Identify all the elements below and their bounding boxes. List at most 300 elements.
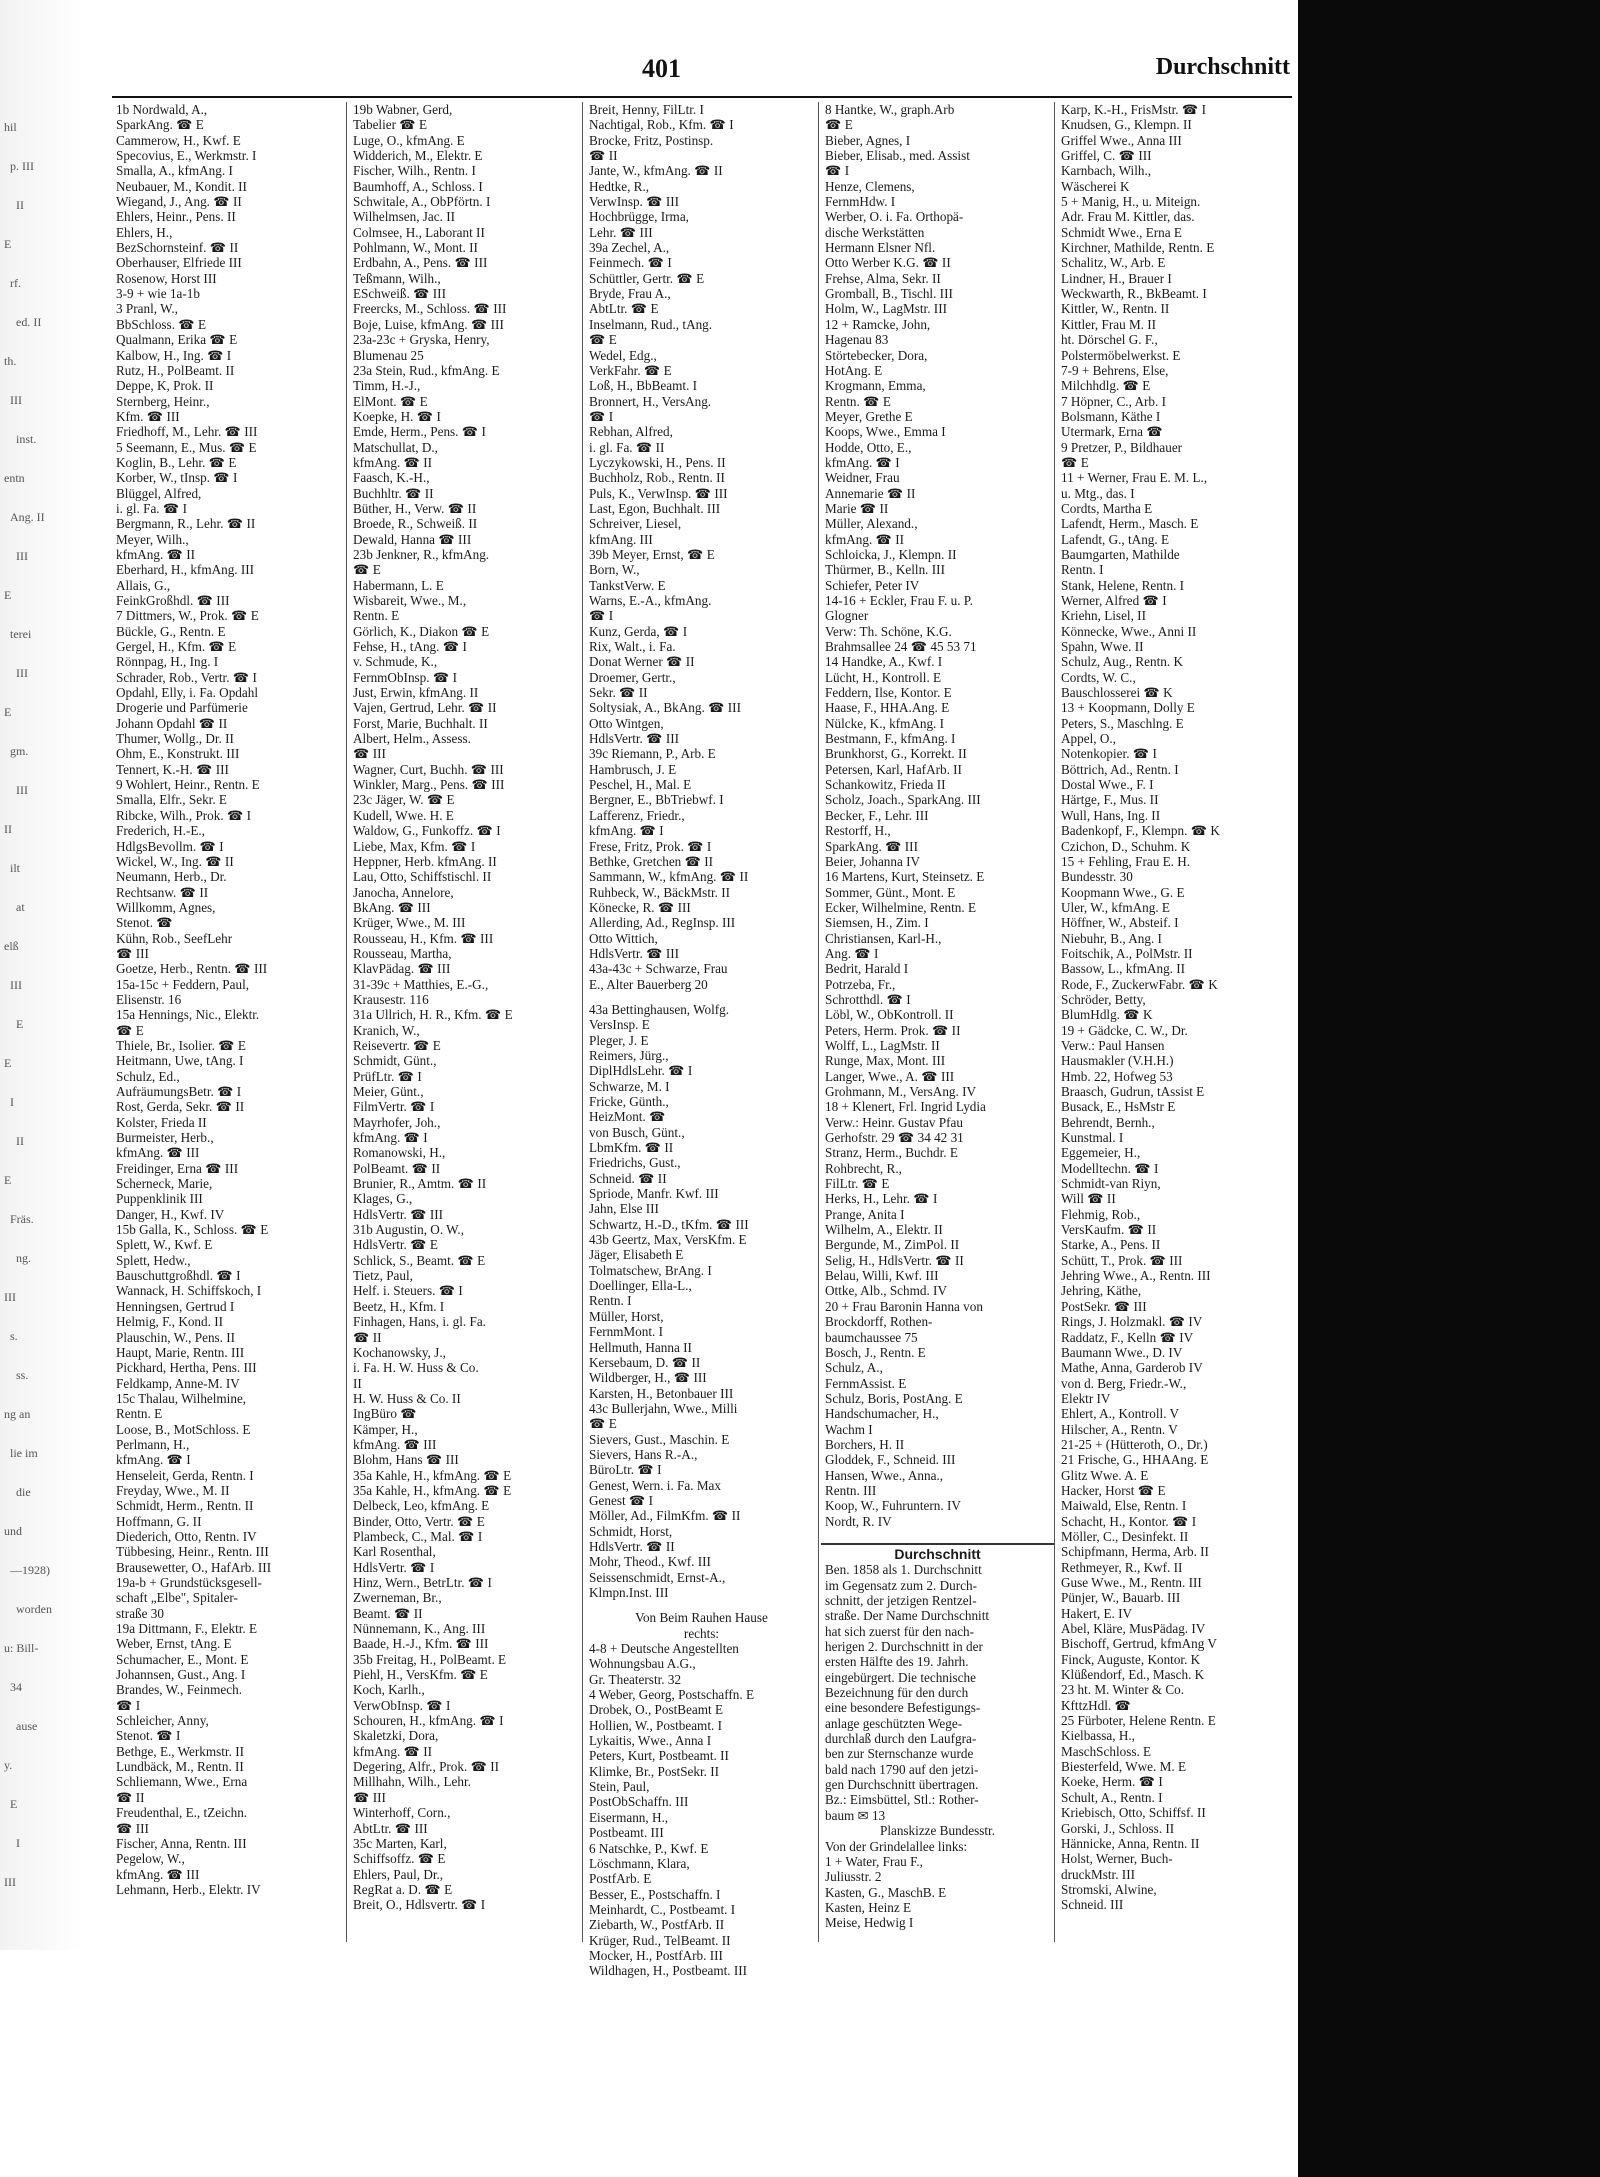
directory-line: Koop, W., Fuhruntern. IV: [825, 1498, 961, 1514]
directory-line: 15a-15c + Feddern, Paul,: [116, 976, 250, 992]
directory-line: Kirchner, Mathilde, Rentn. E: [1061, 240, 1215, 256]
directory-line: Born, W.,: [589, 562, 640, 578]
directory-line: Gloddek, F., Schneid. III: [825, 1452, 956, 1468]
directory-line: Schipfmann, Herma, Arb. II: [1061, 1544, 1209, 1560]
directory-line: Krüger, Rud., TelBeamt. II: [589, 1932, 731, 1948]
directory-line: Pünjer, W., Bauarb. III: [1061, 1590, 1181, 1606]
directory-line: ben zur Sternschanze wurde: [825, 1746, 974, 1762]
directory-line: ☎ E: [589, 1416, 617, 1432]
directory-line: Badenkopf, F., Klempn. ☎ K: [1061, 823, 1220, 839]
directory-line: 9 Pretzer, P., Bildhauer: [1061, 439, 1183, 455]
directory-line: Baumann Wwe., D. IV: [1061, 1344, 1183, 1360]
directory-line: Langer, Wwe., A. ☎ III: [825, 1068, 955, 1084]
directory-line: Rethmeyer, R., Kwf. II: [1061, 1559, 1183, 1575]
directory-line: Krausestr. 116: [353, 991, 429, 1007]
directory-line: Hochbrügge, Irma,: [589, 209, 689, 225]
column-spacer: [585, 992, 818, 1002]
directory-line: Schankowitz, Frieda II: [825, 777, 946, 793]
directory-line: Fricke, Günth.,: [589, 1094, 669, 1109]
directory-line: Schouren, H., kfmAng. ☎ I: [353, 1713, 504, 1729]
directory-line: Restorff, H.,: [825, 823, 891, 839]
directory-line: Eggemeier, H.,: [1061, 1145, 1141, 1161]
directory-line: Smalla, Elfr., Sekr. E: [116, 792, 227, 808]
previous-page-fragment: II: [16, 1134, 24, 1148]
directory-line: Brocke, Fritz, Postinsp.: [589, 132, 714, 148]
directory-line: Friedrichs, Gust.,: [589, 1155, 681, 1171]
directory-line: IngBüro ☎: [353, 1406, 417, 1422]
directory-line: Schreiver, Liesel,: [589, 516, 682, 532]
directory-line: HdlsVertr. ☎ I: [353, 1559, 435, 1575]
previous-page-fragment: at: [16, 900, 25, 914]
directory-line: Glitz Wwe. A. E: [1061, 1467, 1149, 1483]
directory-line: Wull, Hans, Ing. II: [1061, 807, 1161, 823]
previous-page-fragment: III: [4, 1875, 16, 1889]
directory-line: PostfArb. E: [589, 1871, 652, 1887]
directory-line: Spahn, Wwe. II: [1061, 639, 1144, 655]
directory-line: 11 + Werner, Frau E. M. L.,: [1061, 470, 1208, 486]
directory-line: 4-8 + Deutsche Angestellten: [589, 1641, 739, 1657]
directory-line: Plambeck, C., Mal. ☎ I: [353, 1528, 483, 1544]
directory-line: FernmHdw. I: [825, 194, 896, 210]
directory-line: Broede, R., Schweiß. II: [353, 516, 478, 532]
directory-line: Nülcke, K., kfmAng. I: [825, 715, 945, 731]
directory-line: Schneid. ☎ II: [589, 1170, 667, 1186]
directory-line: Delbeck, Leo, kfmAng. E: [353, 1498, 490, 1514]
directory-line: von Busch, Günt.,: [589, 1124, 685, 1140]
directory-line: kfmAng. ☎ III: [116, 1866, 200, 1882]
previous-page-fragment: E: [4, 237, 12, 251]
directory-line: Wildberger, H., ☎ III: [589, 1370, 707, 1386]
directory-line: rechts:: [683, 1625, 720, 1641]
directory-line: Cammerow, H., Kwf. E: [116, 132, 241, 148]
directory-line: PostObSchaffn. III: [589, 1794, 689, 1810]
directory-line: Busack, E., HsMstr E: [1061, 1099, 1176, 1115]
directory-line: Sievers, Gust., Maschin. E: [589, 1431, 730, 1447]
directory-line: Hakert, E. IV: [1061, 1605, 1133, 1621]
directory-line: Cordts, W. C.,: [1061, 669, 1136, 685]
directory-line: Verw.: Paul Hansen: [1061, 1037, 1165, 1053]
directory-line: Brockdorff, Rothen-: [825, 1314, 933, 1330]
directory-line: Hilscher, A., Rentn. V: [1061, 1421, 1178, 1437]
directory-line: Buchholz, Rob., Rentn. II: [589, 470, 725, 486]
directory-line: Otto Werber K.G. ☎ II: [825, 255, 951, 271]
directory-line: Danger, H., Kwf. IV: [116, 1206, 225, 1222]
previous-page-fragment: ause: [16, 1719, 38, 1733]
directory-line: Wolff, L., LagMstr. II: [825, 1037, 940, 1053]
previous-page-fragment: die: [16, 1485, 31, 1499]
directory-line: BüroLtr. ☎ I: [589, 1462, 662, 1478]
directory-line: Kunz, Gerda, ☎ I: [589, 623, 688, 639]
directory-line: Bauschlosserei ☎ K: [1061, 685, 1173, 701]
directory-line: Spriode, Manfr. Kwf. III: [589, 1186, 719, 1202]
directory-line: Helmig, F., Kond. II: [116, 1314, 223, 1330]
directory-line: Stenot. ☎: [116, 915, 173, 931]
directory-line: Faasch, K.-H.,: [353, 470, 430, 486]
directory-line: Skaletzki, Dora,: [353, 1728, 439, 1744]
directory-line: Ribcke, Wilh., Prok. ☎ I: [116, 807, 252, 823]
directory-line: Haupt, Marie, Rentn. III: [116, 1344, 245, 1360]
directory-line: Frederich, H.-E.,: [116, 823, 205, 839]
directory-line: Planskizze Bundesstr.: [879, 1823, 995, 1839]
directory-line: Prange, Anita I: [825, 1206, 905, 1222]
directory-line: 23c Jäger, W. ☎ E: [353, 792, 455, 808]
directory-line: 7 Dittmers, W., Prok. ☎ E: [116, 608, 259, 624]
directory-line: Sievers, Hans R.-A.,: [589, 1446, 698, 1462]
directory-line: Emde, Herm., Pens. ☎ I: [353, 424, 486, 440]
directory-line: Brunier, R., Amtm. ☎ II: [353, 1176, 487, 1192]
directory-line: Uler, W., kfmAng. E: [1061, 899, 1170, 915]
directory-line: ElMont. ☎ E: [353, 393, 428, 409]
directory-line: Schütt, T., Prok. ☎ III: [1061, 1252, 1183, 1268]
directory-line: TankstVerw. E: [589, 577, 666, 593]
directory-line: AbtLtr. ☎ III: [353, 1820, 428, 1836]
directory-line: Teßmann, Wilh.,: [353, 270, 441, 286]
directory-line: Bethke, Gretchen ☎ II: [589, 853, 714, 869]
directory-line: Feddern, Ilse, Kontor. E: [825, 685, 952, 701]
previous-page-fragment: —1928): [10, 1563, 50, 1577]
directory-line: Diederich, Otto, Rentn. IV: [116, 1528, 257, 1544]
directory-line: Peters, S., Maschlng. E: [1061, 715, 1184, 731]
directory-line: Wildhagen, H., Postbeamt. III: [589, 1963, 748, 1979]
directory-line: Bronnert, H., VersAng.: [589, 393, 712, 409]
directory-line: Rosenow, Horst III: [116, 270, 217, 286]
directory-line: Finhagen, Hans, i. gl. Fa.: [353, 1314, 486, 1330]
previous-page-fragment: II: [4, 822, 12, 836]
directory-line: 39a Zechel, A.,: [589, 240, 670, 256]
directory-line: Burmeister, Herb.,: [116, 1130, 214, 1146]
directory-line: ☎ II: [353, 1329, 382, 1345]
directory-line: Schulz, A.,: [825, 1360, 883, 1376]
directory-line: Reimers, Jürg.,: [589, 1047, 669, 1063]
directory-line: Niebuhr, B., Ang. I: [1061, 930, 1162, 946]
directory-line: Rix, Walt., i. Fa.: [589, 639, 676, 655]
directory-line: Freercks, M., Schloss. ☎ III: [353, 301, 507, 317]
directory-line: Belau, Willi, Kwf. III: [825, 1268, 939, 1284]
header-rule: [112, 96, 1292, 98]
directory-line: 6 Natschke, P., Kwf. E: [589, 1840, 709, 1856]
directory-line: AbtLtr. ☎ E: [589, 301, 659, 317]
directory-line: Karnbach, Wilh.,: [1061, 163, 1152, 179]
directory-line: Beetz, H., Kfm. I: [353, 1298, 445, 1314]
previous-page-fragment: E: [4, 1056, 12, 1070]
directory-line: Inselmann, Rud., tAng.: [589, 316, 713, 332]
directory-line: hat sich zuerst für den nach-: [825, 1623, 975, 1639]
directory-line: von d. Berg, Friedr.-W.,: [1061, 1375, 1187, 1391]
directory-line: Becker, F., Lehr. III: [825, 807, 929, 823]
directory-line: Christiansen, Karl-H.,: [825, 930, 942, 946]
directory-line: eine besondere Befestigungs-: [825, 1700, 981, 1716]
directory-line: 43b Geertz, Max, VersKfm. E: [589, 1232, 747, 1248]
directory-line: Ottke, Alb., Schmd. IV: [825, 1283, 947, 1299]
directory-line: Bieber, Elisab., med. Assist: [825, 148, 970, 164]
directory-line: Meyer, Wilh.,: [116, 531, 189, 547]
directory-line: PostSekr. ☎ III: [1061, 1298, 1147, 1314]
directory-line: Ang. ☎ I: [825, 945, 879, 961]
directory-line: kfmAng. ☎ III: [116, 1145, 200, 1161]
directory-line: 23b Jenkner, R., kfmAng.: [353, 546, 490, 562]
directory-line: Beier, Johanna IV: [825, 853, 921, 869]
directory-line: BezSchornsteinf. ☎ II: [116, 240, 239, 256]
directory-line: Weber, Ernst, tAng. E: [116, 1636, 232, 1652]
directory-line: Modelltechn. ☎ I: [1061, 1160, 1159, 1176]
directory-line: Thumer, Wollg., Dr. II: [116, 731, 234, 747]
directory-line: Kochanowsky, J.,: [353, 1344, 446, 1360]
directory-line: Hermann Elsner Nfl.: [825, 240, 936, 256]
previous-page-fragment: I: [16, 1836, 20, 1850]
directory-line: Ehlers, Paul, Dr.,: [353, 1866, 444, 1882]
directory-line: Kittler, Frau M. II: [1061, 316, 1157, 332]
previous-page-fragment: ng.: [16, 1251, 31, 1265]
directory-line: 15c Thalau, Wilhelmine,: [116, 1390, 247, 1406]
previous-page-fragment: u: Bill-: [4, 1641, 39, 1655]
directory-line: Klüßendorf, Ed., Masch. K: [1061, 1667, 1205, 1683]
directory-line: 21-25 + (Hütteroth, O., Dr.): [1061, 1436, 1208, 1452]
directory-line: Scherneck, Marie,: [116, 1176, 213, 1192]
directory-line: baumchaussee 75: [825, 1329, 918, 1345]
directory-line: Knudsen, G., Klempn. II: [1061, 117, 1192, 133]
directory-line: Romanowski, H.,: [353, 1145, 446, 1161]
directory-line: HdlsVertr. ☎ II: [589, 1538, 675, 1554]
directory-line: Karp, K.-H., FrisMstr. ☎ I: [1061, 102, 1206, 117]
directory-line: 39c Riemann, P., Arb. E: [589, 746, 716, 762]
directory-line: FernmMont. I: [589, 1324, 663, 1340]
directory-line: gen Durchschnitt übertragen.: [825, 1777, 979, 1793]
directory-line: Lindner, H., Brauer I: [1061, 270, 1172, 286]
directory-line: ht. Dörschel G. F.,: [1061, 332, 1158, 348]
directory-line: Biesterfeld, Wwe. M. E: [1061, 1759, 1187, 1775]
directory-line: kfmAng. ☎ II: [825, 531, 905, 547]
directory-line: Starke, A., Pens. II: [1061, 1237, 1161, 1253]
directory-line: Tietz, Paul,: [353, 1268, 413, 1284]
directory-line: Griffel, C. ☎ III: [1061, 148, 1152, 164]
directory-line: Schulz, Ed.,: [116, 1068, 180, 1084]
directory-line: Mocker, H., PostfArb. III: [589, 1947, 723, 1963]
previous-page-fragment: III: [10, 393, 22, 407]
directory-line: PrüfLtr. ☎ I: [353, 1068, 422, 1084]
directory-line: Rings, J. Holzmakl. ☎ IV: [1061, 1314, 1203, 1330]
directory-line: Sekr. ☎ II: [589, 685, 648, 701]
previous-page-fragment: ilt: [10, 861, 21, 875]
directory-line: Baumgarten, Mathilde: [1061, 546, 1180, 562]
directory-line: Glogner: [825, 608, 869, 624]
directory-line: Holm, W., LagMstr. III: [825, 301, 947, 317]
directory-line: Degering, Alfr., Prok. ☎ II: [353, 1759, 500, 1775]
previous-page-fragment: p. III: [10, 159, 34, 173]
directory-line: Will ☎ II: [1061, 1191, 1116, 1207]
directory-line: II: [353, 1375, 362, 1391]
directory-line: Rechtsanw. ☎ II: [116, 884, 209, 900]
directory-line: Lehmann, Herb., Elektr. IV: [116, 1881, 261, 1897]
directory-line: Schult, A., Rentn. I: [1061, 1789, 1163, 1805]
directory-line: Kolster, Frieda II: [116, 1114, 207, 1130]
directory-line: 7-9 + Behrens, Else,: [1061, 362, 1169, 378]
directory-line: ☎ III: [353, 746, 386, 762]
directory-line: Seissenschmidt, Ernst-A.,: [589, 1569, 726, 1585]
directory-line: druckMstr. III: [1061, 1866, 1135, 1882]
directory-line: Stromski, Alwine,: [1061, 1881, 1157, 1897]
directory-line: Breit, Henny, FilLtr. I: [589, 102, 704, 117]
directory-line: 35a Kahle, H., kfmAng. ☎ E: [353, 1482, 512, 1498]
directory-line: Schrader, Rob., Vertr. ☎ I: [116, 669, 257, 685]
directory-line: kfmAng. ☎ III: [353, 1436, 437, 1452]
directory-line: Kielbassa, H.,: [1061, 1728, 1135, 1744]
directory-line: Winkler, Marg., Pens. ☎ III: [353, 777, 505, 793]
directory-line: 19a Dittmann, F., Elektr. E: [116, 1621, 258, 1637]
directory-line: Büther, H., Verw. ☎ II: [353, 500, 477, 516]
directory-line: Löbl, W., ObKontroll. II: [825, 1007, 954, 1023]
directory-line: Müller, Horst,: [589, 1308, 664, 1324]
directory-line: Freudenthal, E., tZeichn.: [116, 1805, 248, 1821]
directory-line: Deppe, K, Prok. II: [116, 378, 214, 394]
directory-line: anlage geschützten Wege-: [825, 1715, 963, 1731]
directory-line: kfmAng. ☎ I: [353, 1130, 428, 1146]
directory-line: Bestmann, F., kfmAng. I: [825, 731, 956, 747]
directory-line: Herks, H., Lehr. ☎ I: [825, 1191, 938, 1207]
directory-line: Otto Wintgen,: [589, 715, 664, 731]
directory-line: 15a Hennings, Nic., Elektr.: [116, 1007, 260, 1023]
previous-page-fragment: worden: [16, 1602, 52, 1616]
previous-page-fragment: th.: [4, 354, 17, 368]
directory-line: Krogmann, Emma,: [825, 378, 926, 394]
directory-line: 1b Nordwald, A.,: [116, 102, 208, 117]
directory-line: Müller, Alexand.,: [825, 516, 918, 532]
directory-line: DiplHdlsLehr. ☎ I: [589, 1063, 693, 1079]
directory-line: FernmAssist. E: [825, 1375, 907, 1391]
directory-line: Koch, Karlh.,: [353, 1682, 425, 1698]
directory-line: HeizMont. ☎: [589, 1109, 666, 1125]
directory-line: Karl Rosenthal,: [353, 1544, 436, 1560]
directory-line: Fehse, H., tAng. ☎ I: [353, 639, 467, 655]
directory-line: Lehr. ☎ III: [589, 224, 653, 240]
directory-line: Otto Wittich,: [589, 930, 658, 946]
directory-line: Zwerneman, Br.,: [353, 1590, 442, 1606]
directory-line: Lafendt, Herm., Masch. E: [1061, 516, 1199, 532]
directory-line: Selig, H., HdlsVertr. ☎ II: [825, 1252, 964, 1268]
directory-line: Henze, Clemens,: [825, 178, 915, 194]
directory-line: Verw: Th. Schöne, K.G.: [825, 623, 952, 639]
directory-line: Härtge, F., Mus. II: [1061, 792, 1159, 808]
directory-line: kfmAng. ☎ I: [116, 1452, 191, 1468]
directory-line: Lyczykowski, H., Pens. II: [589, 454, 726, 470]
directory-line: 35b Freitag, H., PolBeamt. E: [353, 1651, 507, 1667]
directory-line: Bergner, E., BbTriebwf. I: [589, 792, 724, 808]
directory-line: Korber, W., tInsp. ☎ I: [116, 470, 238, 486]
directory-line: SparkAng. ☎ III: [825, 838, 918, 854]
running-head: Durchschnitt: [1155, 54, 1290, 80]
directory-line: Blüggel, Alfred,: [116, 485, 202, 501]
directory-line: FeinkGroßhdl. ☎ III: [116, 593, 230, 608]
directory-line: Stranz, Herm., Buchdr. E: [825, 1145, 958, 1161]
directory-line: Ruhbeck, W., BäckMstr. II: [589, 884, 731, 900]
directory-line: ☎ I: [116, 1697, 141, 1713]
directory-line: Soltysiak, A., BkAng. ☎ III: [589, 700, 741, 716]
directory-line: Schacht, H., Kontor. ☎ I: [1061, 1513, 1197, 1529]
directory-line: 23a-23c + Gryska, Henry,: [353, 332, 490, 348]
previous-page-fragment: III: [10, 978, 22, 992]
directory-line: FilLtr. ☎ E: [825, 1176, 890, 1192]
directory-line: Bergmann, R., Lehr. ☎ II: [116, 516, 256, 532]
directory-line: Timm, H.-J.,: [353, 378, 421, 394]
directory-line: Cordts, Martha E: [1061, 500, 1153, 516]
directory-line: Bedrit, Harald I: [825, 961, 909, 977]
directory-line: Griffel Wwe., Anna III: [1061, 132, 1182, 148]
directory-line: LbmKfm. ☎ II: [589, 1140, 674, 1156]
directory-line: Opdahl, Elly, i. Fa. Opdahl: [116, 685, 258, 701]
directory-line: Mayrhofer, Joh.,: [353, 1114, 441, 1130]
directory-line: kfmAng. ☎ II: [353, 454, 433, 470]
directory-line: Brandes, W., Feinmech.: [116, 1682, 242, 1698]
directory-line: Adr. Frau M. Kittler, das.: [1061, 209, 1195, 225]
directory-line: Böttrich, Ad., Rentn. I: [1061, 761, 1179, 777]
directory-line: Friedhoff, M., Lehr. ☎ III: [116, 424, 258, 440]
directory-line: Perlmann, H.,: [116, 1436, 190, 1452]
directory-line: Rost, Gerda, Sekr. ☎ II: [116, 1099, 245, 1115]
directory-line: bald nach 1790 auf den jetzi-: [825, 1761, 979, 1777]
previous-page-fragment: Ang. II: [10, 510, 45, 524]
directory-line: Schrotthdl. ☎ I: [825, 991, 911, 1007]
directory-line: Bauschuttgroßhdl. ☎ I: [116, 1268, 241, 1284]
column-5: [1057, 102, 1290, 1942]
directory-line: Mohr, Theod., Kwf. III: [589, 1554, 711, 1570]
directory-line: Tabelier ☎ E: [353, 117, 428, 133]
directory-line: H. W. Huss & Co. II: [353, 1390, 461, 1406]
directory-line: Piehl, H., VersKfm. ☎ E: [353, 1667, 488, 1683]
directory-line: Rentn. III: [825, 1482, 877, 1498]
directory-line: Rentn. I: [1061, 562, 1104, 578]
directory-line: 19a-b + Grundstücksgesell-: [116, 1575, 262, 1590]
page-number: 401: [642, 54, 681, 83]
directory-line: Bergunde, M., ZimPol. II: [825, 1237, 960, 1253]
directory-line: Nachtigal, Rob., Kfm. ☎ I: [589, 117, 734, 133]
directory-line: Wohnungsbau A.G.,: [589, 1656, 696, 1672]
directory-line: Vajen, Gertrud, Lehr. ☎ II: [353, 700, 497, 716]
directory-line: Holst, Werner, Buch-: [1061, 1851, 1173, 1867]
directory-line: HdlgsBevollm. ☎ I: [116, 838, 224, 854]
directory-line: Hansen, Wwe., Anna.,: [825, 1467, 944, 1483]
directory-line: Abel, Kläre, MusPädag. IV: [1061, 1621, 1206, 1637]
directory-line: Schmidt, Günt.,: [353, 1053, 437, 1069]
directory-line: 19 + Gädcke, C. W., Dr.: [1061, 1022, 1188, 1038]
directory-line: Annemarie ☎ II: [825, 485, 916, 501]
street-heading: Durchschnitt: [821, 1543, 1054, 1562]
directory-line: dische Werkstätten: [825, 224, 925, 240]
directory-line: Hännicke, Anna, Rentn. II: [1061, 1835, 1200, 1851]
directory-line: Matschullat, D.,: [353, 439, 438, 455]
directory-line: Bischoff, Gertrud, kfmAng V: [1061, 1636, 1217, 1652]
directory-line: Henseleit, Gerda, Rentn. I: [116, 1467, 254, 1483]
previous-page-fragment: y.: [4, 1758, 13, 1772]
directory-line: Jäger, Elisabeth E: [589, 1247, 684, 1263]
directory-line: Feldkamp, Anne-M. IV: [116, 1375, 240, 1391]
directory-line: schaft „Elbe", Spitaler-: [116, 1590, 238, 1606]
directory-line: Höffner, W., Absteif. I: [1061, 915, 1179, 931]
directory-line: Meinhardt, C., Postbeamt. I: [589, 1901, 736, 1917]
directory-line: Juliusstr. 2: [825, 1869, 882, 1885]
directory-line: Klmpn.Inst. III: [589, 1585, 669, 1600]
directory-line: Weckwarth, R., BkBeamt. I: [1061, 286, 1207, 302]
directory-line: Bieber, Agnes, I: [825, 132, 911, 148]
directory-line: Feinmech. ☎ I: [589, 255, 672, 271]
directory-line: Eberhard, H., kfmAng. III: [116, 562, 255, 578]
directory-line: Henningsen, Gertrud I: [116, 1298, 235, 1314]
directory-line: Tolmatschew, BrAng. I: [589, 1262, 712, 1278]
directory-line: Neubauer, M., Kondit. II: [116, 178, 247, 194]
directory-line: Koepke, H. ☎ I: [353, 408, 441, 424]
directory-line: Kudell, Wwe. H. E: [353, 807, 454, 823]
directory-line: Milchhdlg. ☎ E: [1061, 378, 1151, 394]
directory-line: Grohmann, M., VersAng. IV: [825, 1084, 977, 1099]
directory-line: Baade, H.-J., Kfm. ☎ III: [353, 1636, 489, 1652]
